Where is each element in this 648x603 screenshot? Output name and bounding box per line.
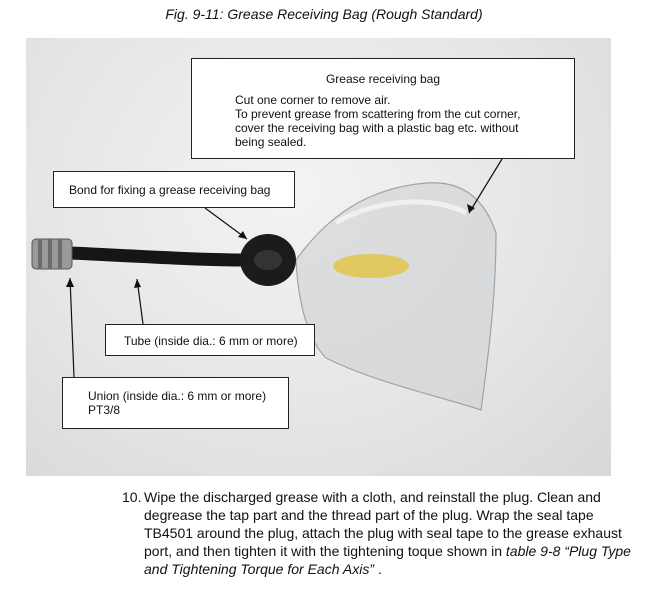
callout-union-line: Union (inside dia.: 6 mm or more): [88, 389, 267, 403]
tube-shape: [71, 253, 251, 260]
callout-bag-title: Grease receiving bag: [325, 72, 441, 86]
figure-caption: Fig. 9-11: Grease Receiving Bag (Rough Standard): [165, 6, 483, 22]
callout-bag-line: Cut one corner to remove air.: [235, 93, 391, 107]
callout-union: [62, 377, 289, 429]
callout-bag-line: cover the receiving bag with a plastic bag etc. without: [235, 121, 519, 135]
callout-union-line: PT3/8: [88, 403, 121, 417]
step-text-end: .: [373, 561, 382, 577]
callout-tube: Tube (inside dia.: 6 mm or more): [105, 324, 315, 356]
step-number: 10.: [122, 489, 142, 505]
callout-bag-line: being sealed.: [235, 135, 307, 149]
callout-bag-body: [235, 93, 565, 149]
step-text: [144, 488, 632, 578]
table-reference-link[interactable]: table 9-8 “Plug Type and Tightening Torque for Each Axis”: [144, 543, 631, 577]
step-text-main: Wipe the discharged grease with a cloth, and reinstall the plug. Clean and degrease the tap part and the thread part of the plug. Wrap the seal tape TB4501 around the plug, attach the plug with seal tape to the grease exhaust port, and then tighten it with the tightening toque shown in: [144, 489, 622, 559]
procedure-step: [122, 488, 632, 578]
leader-bag: [469, 159, 502, 213]
callout-bag-line: To prevent grease from scattering from the cut corner,: [235, 107, 521, 121]
grease-blob: [333, 254, 409, 278]
callout-bond: Bond for fixing a grease receiving bag: [53, 171, 295, 208]
callout-grease-receiving-bag: [191, 58, 575, 159]
leader-union: [70, 278, 74, 377]
receiving-bag-shape: [296, 183, 496, 410]
